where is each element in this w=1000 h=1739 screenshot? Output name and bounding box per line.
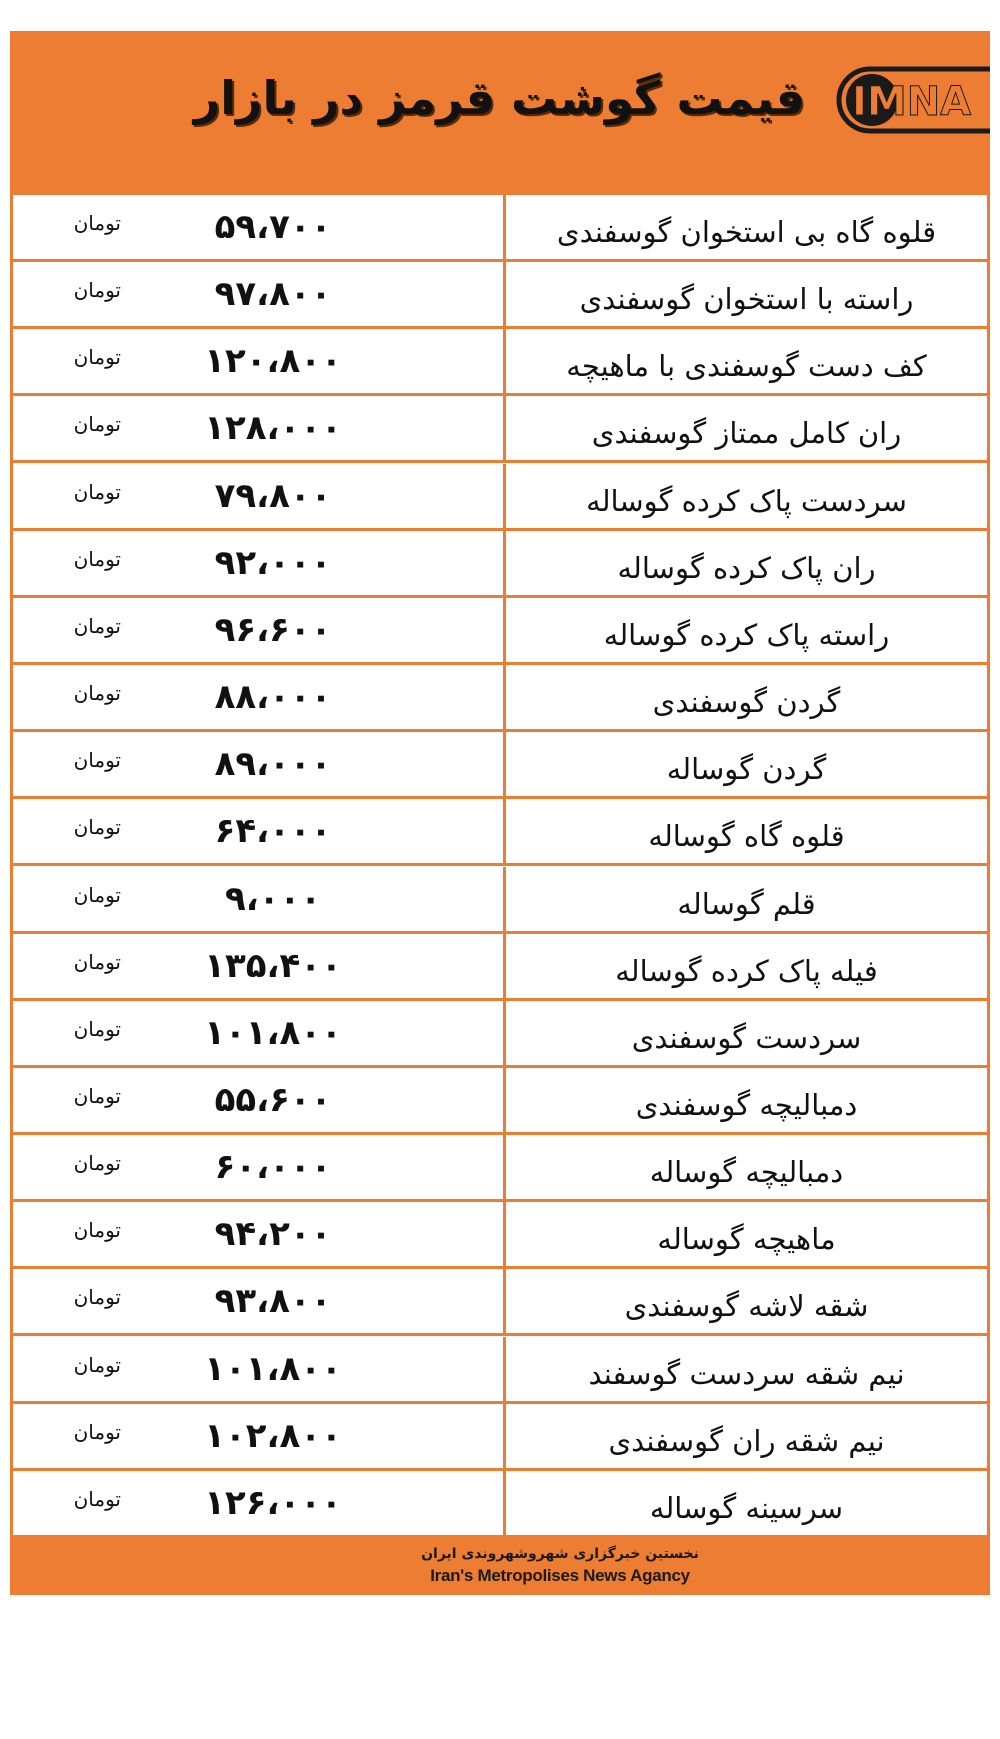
table-row bbox=[13, 464, 987, 531]
item-name: سردست پاک کرده گوساله bbox=[503, 464, 987, 528]
table-row bbox=[13, 598, 987, 665]
unit-label: تومان bbox=[73, 546, 121, 571]
unit-label: تومان bbox=[73, 949, 121, 974]
unit-label: تومان bbox=[73, 278, 121, 303]
price-value: ۶۴،۰۰۰ bbox=[214, 811, 332, 852]
price-value: ۱۰۱،۸۰۰ bbox=[204, 1012, 342, 1053]
price-value: ۱۲۸،۰۰۰ bbox=[204, 408, 342, 449]
item-name: فیله پاک کرده گوساله bbox=[503, 934, 987, 998]
header bbox=[10, 31, 990, 195]
footer-tagline-fa: نخستین خبرگزاری شهروشهروندی ایران bbox=[421, 1546, 699, 1562]
unit-label: تومان bbox=[73, 1016, 121, 1041]
price-infographic bbox=[10, 31, 990, 1595]
table-row bbox=[13, 1471, 987, 1538]
item-name: دمبالیچه گوساله bbox=[503, 1135, 987, 1199]
price-value: ۵۵،۶۰۰ bbox=[214, 1079, 332, 1120]
unit-label: تومان bbox=[73, 1151, 121, 1176]
item-name: سرسینه گوساله bbox=[503, 1471, 987, 1535]
item-name: دمبالیچه گوسفندی bbox=[503, 1068, 987, 1132]
imna-logo-icon bbox=[830, 61, 990, 139]
unit-label: تومان bbox=[73, 613, 121, 638]
table-row bbox=[13, 262, 987, 329]
price-table bbox=[13, 195, 987, 1538]
table-row bbox=[13, 1135, 987, 1202]
price-value: ۹۷،۸۰۰ bbox=[214, 274, 332, 315]
table-row bbox=[13, 195, 987, 262]
price-value: ۵۹،۷۰۰ bbox=[214, 207, 332, 247]
table-row bbox=[13, 1404, 987, 1471]
imna-logo bbox=[830, 61, 990, 139]
table-row bbox=[13, 329, 987, 396]
unit-label: تومان bbox=[73, 412, 121, 437]
table-row bbox=[13, 1337, 987, 1404]
price-value: ۹۶،۶۰۰ bbox=[214, 609, 332, 650]
price-value: ۱۳۵،۴۰۰ bbox=[204, 945, 342, 986]
price-value: ۷۹،۸۰۰ bbox=[214, 475, 332, 516]
item-name: ران پاک کرده گوساله bbox=[503, 531, 987, 595]
item-name: ماهیچه گوساله bbox=[503, 1202, 987, 1266]
item-name: قلوه گاه گوساله bbox=[503, 799, 987, 863]
item-name: گردن گوسفندی bbox=[503, 665, 987, 729]
table-row bbox=[13, 867, 987, 934]
table-row bbox=[13, 1068, 987, 1135]
item-name: نیم شقه ران گوسفندی bbox=[503, 1404, 987, 1468]
footer-tagline-en: Iran's Metropolises News Agancy bbox=[430, 1566, 690, 1585]
table-row bbox=[13, 665, 987, 732]
item-name: سردست گوسفندی bbox=[503, 1001, 987, 1065]
price-value: ۹۴،۲۰۰ bbox=[214, 1214, 332, 1255]
footer bbox=[10, 1538, 990, 1595]
price-value: ۹۲،۰۰۰ bbox=[214, 542, 332, 583]
table-row bbox=[13, 1001, 987, 1068]
table-row bbox=[13, 799, 987, 866]
unit-label: تومان bbox=[73, 479, 121, 504]
price-value: ۹،۰۰۰ bbox=[225, 878, 321, 919]
item-name: قلم گوساله bbox=[503, 867, 987, 931]
item-name: نیم شقه سردست گوسفند bbox=[503, 1337, 987, 1401]
price-value: ۸۸،۰۰۰ bbox=[214, 677, 332, 718]
unit-label: تومان bbox=[73, 345, 121, 370]
page-title: قیمت گوشت قرمز در بازار bbox=[193, 71, 805, 125]
item-name: گردن گوساله bbox=[503, 732, 987, 796]
price-value: ۱۰۲،۸۰۰ bbox=[204, 1415, 342, 1456]
item-name: راسته پاک کرده گوساله bbox=[503, 598, 987, 662]
svg-text:IMNA: IMNA bbox=[852, 79, 972, 125]
unit-label: تومان bbox=[73, 1218, 121, 1243]
item-name: کف دست گوسفندی با ماهیچه bbox=[503, 329, 987, 393]
unit-label: تومان bbox=[73, 1419, 121, 1444]
price-value: ۱۲۰،۸۰۰ bbox=[204, 341, 342, 382]
price-value: ۱۰۱،۸۰۰ bbox=[204, 1348, 342, 1389]
unit-label: تومان bbox=[73, 815, 121, 840]
unit-label: تومان bbox=[73, 1083, 121, 1108]
item-name: قلوه گاه بی استخوان گوسفندی bbox=[503, 195, 987, 259]
unit-label: تومان bbox=[73, 1486, 121, 1511]
price-value: ۸۹،۰۰۰ bbox=[214, 744, 332, 785]
price-value: ۹۳،۸۰۰ bbox=[214, 1281, 332, 1322]
item-name: راسته با استخوان گوسفندی bbox=[503, 262, 987, 326]
unit-label: تومان bbox=[73, 1285, 121, 1310]
price-value: ۱۲۶،۰۰۰ bbox=[204, 1482, 342, 1523]
table-row bbox=[13, 531, 987, 598]
table-row bbox=[13, 396, 987, 463]
table-row bbox=[13, 1269, 987, 1336]
table-row bbox=[13, 934, 987, 1001]
unit-label: تومان bbox=[73, 882, 121, 907]
item-name: ران کامل ممتاز گوسفندی bbox=[503, 396, 987, 460]
unit-label: تومان bbox=[73, 681, 121, 706]
unit-label: تومان bbox=[73, 748, 121, 773]
price-value: ۶۰،۰۰۰ bbox=[214, 1147, 332, 1188]
table-row bbox=[13, 1202, 987, 1269]
item-name: شقه لاشه گوسفندی bbox=[503, 1269, 987, 1333]
table-row bbox=[13, 732, 987, 799]
unit-label: تومان bbox=[73, 211, 121, 235]
unit-label: تومان bbox=[73, 1352, 121, 1377]
